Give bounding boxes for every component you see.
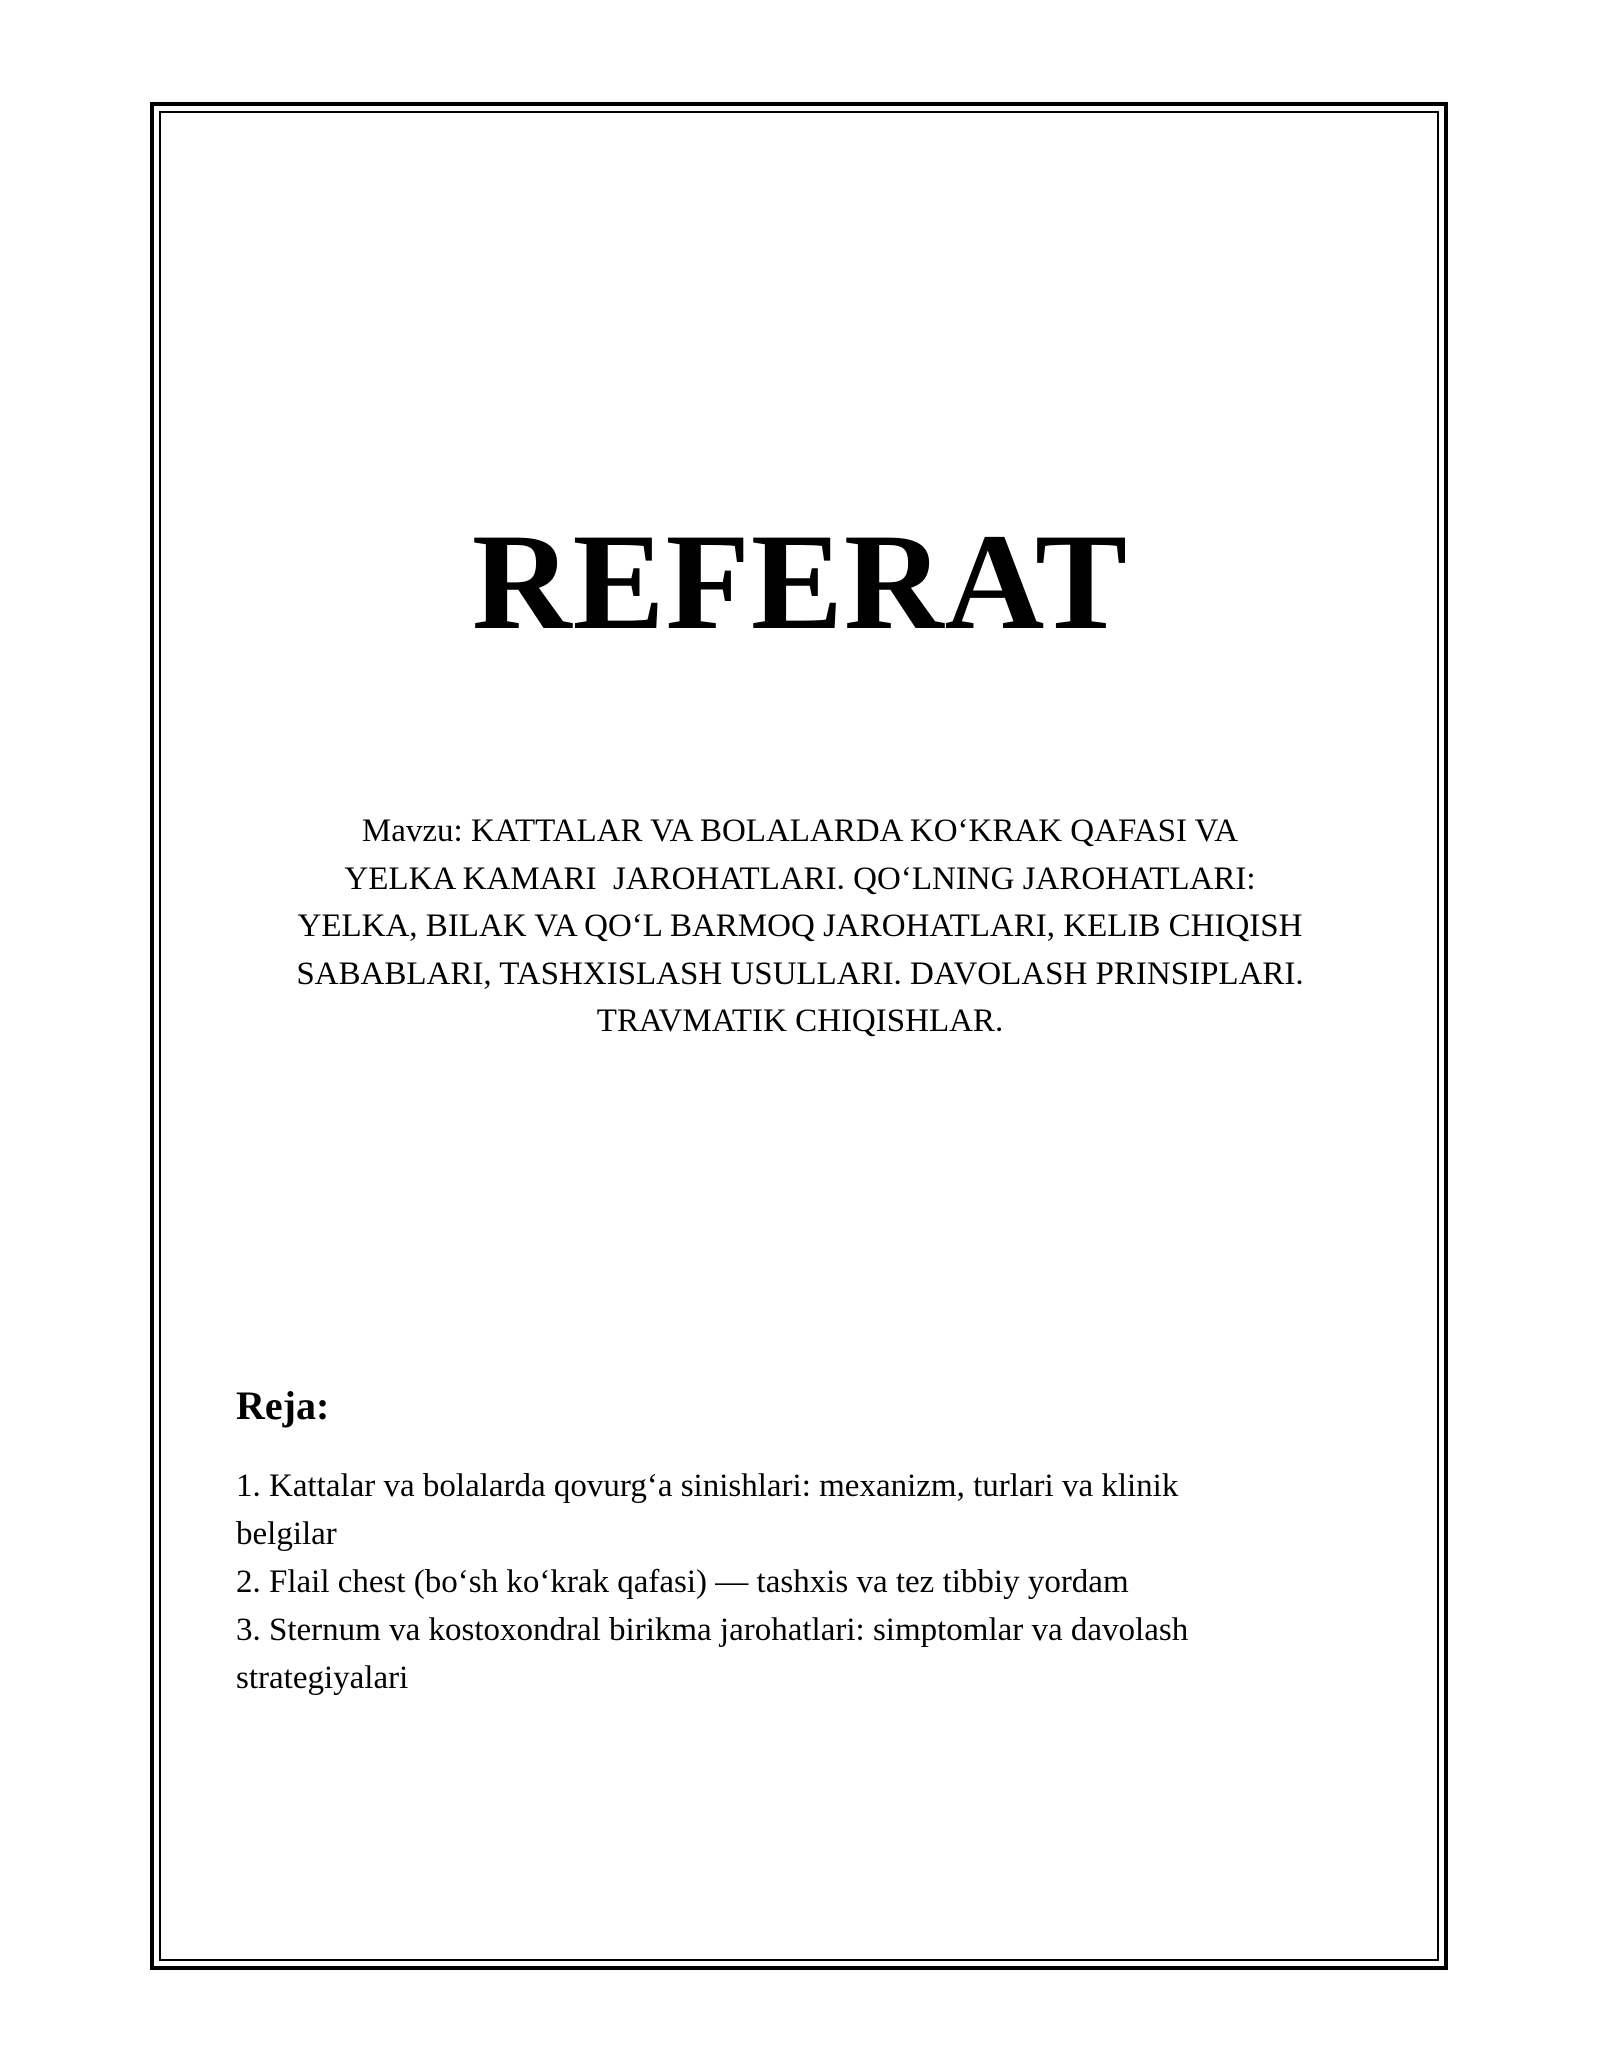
topic-block [230, 808, 1370, 1046]
plan-item-line: 3. Sternum va kostoxondral birikma jarohatlari: simptomlar va davolash [236, 1612, 1189, 1648]
topic-line: YELKA KAMARI JAROHATLARI. QO‘LNING JAROHATLARI: [344, 860, 1256, 897]
plan-item-line: 2. Flail chest (bo‘sh ko‘krak qafasi) — tashxis va tez tibbiy yordam [236, 1564, 1129, 1600]
plan-heading: Reja: [236, 1383, 330, 1428]
plan-item-line: belgilar [236, 1516, 337, 1552]
plan-list [236, 1462, 1386, 1702]
plan-item-line: strategiyalari [236, 1660, 409, 1696]
topic-line: TRAVMATIK CHIQISHLAR. [596, 1003, 1004, 1039]
topic-line: Mavzu: KATTALAR VA BOLALARDA KO‘KRAK QAFASI VA [361, 813, 1239, 849]
topic-line: YELKA, BILAK VA QO‘L BARMOQ JAROHATLARI, KELIB CHIQISH [297, 908, 1303, 944]
document-title: REFERAT [471, 505, 1129, 658]
topic-line: SABABLARI, TASHXISLASH USULLARI. DAVOLASH PRINSIPLARI. [296, 955, 1304, 992]
plan-item-line: 1. Kattalar va bolalarda qovurg‘a sinishlari: mexanizm, turlari va klinik [236, 1468, 1179, 1504]
